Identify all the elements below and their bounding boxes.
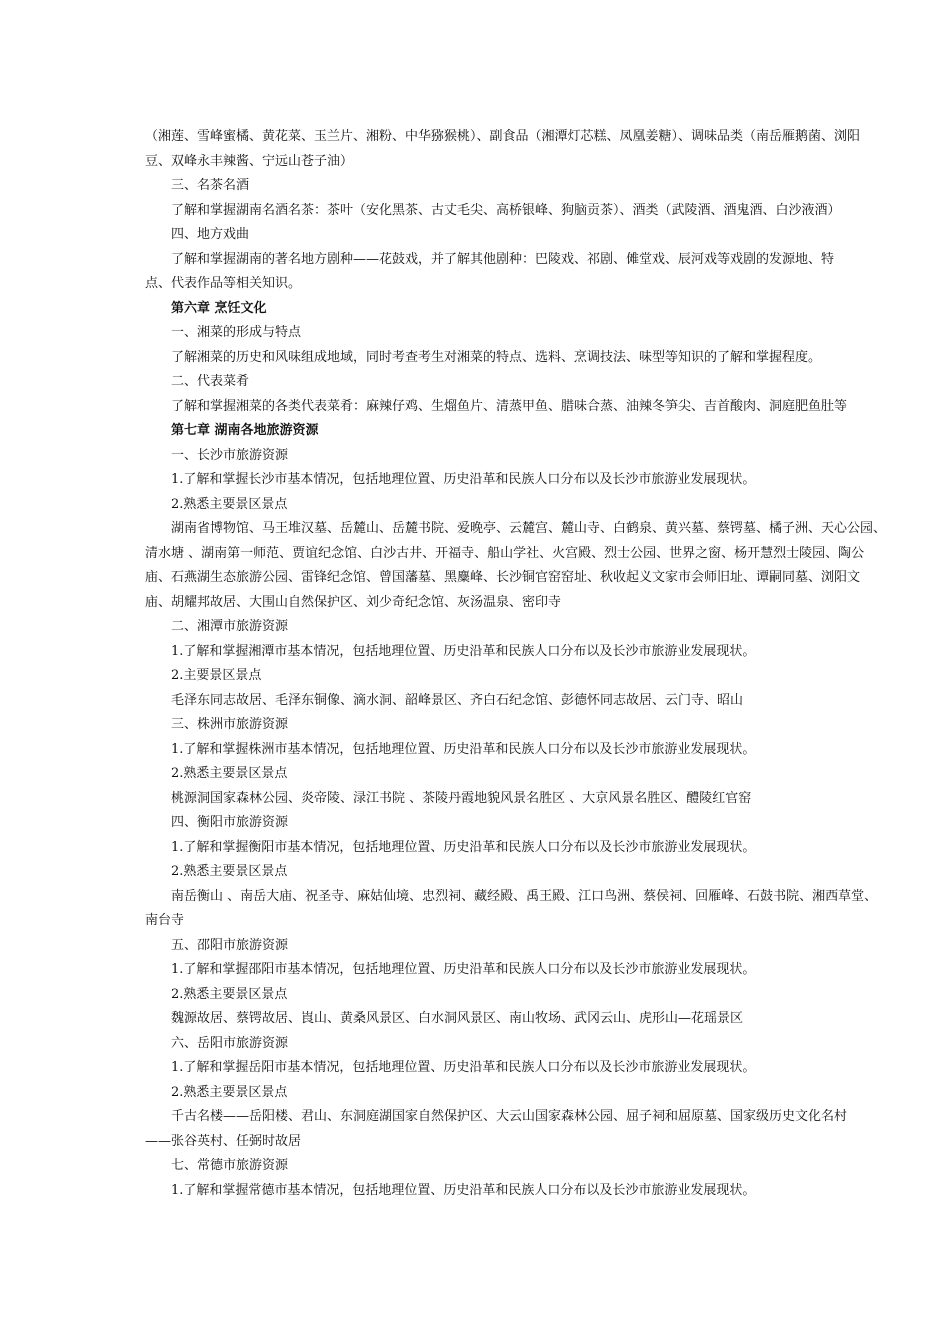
text-line: 千古名楼——岳阳楼、君山、东洞庭湖国家自然保护区、大云山国家森林公园、屈子祠和屈原墓、国家级历史文化名村 [171,1109,848,1124]
section-heading: 三、名茶名酒 [171,178,250,193]
text-line: 1.了解和掌握湘潭市基本情况，包括地理位置、历史沿革和民族人口分布以及长沙市旅游业发展现状。 [171,643,756,659]
section-heading: 四、地方戏曲 [171,227,250,242]
section-heading: 三、株洲市旅游资源 [171,717,289,732]
text-line: 庙、胡耀邦故居、大围山自然保护区、刘少奇纪念馆、灰汤温泉、密印寺 [145,594,562,610]
text-line: 豆、双峰永丰辣酱、宁远山苍子油） [145,153,354,169]
section-heading: 一、湘菜的形成与特点 [171,325,302,340]
text-line: 1.了解和掌握衡阳市基本情况，包括地理位置、历史沿革和民族人口分布以及长沙市旅游业发展现状。 [171,839,756,855]
text-line: 南台寺 [145,913,185,928]
text-line: 了解和掌握湖南名酒名茶：茶叶（安化黑茶、古丈毛尖、高桥银峰、狗脑贡茶）、酒类（武陵酒、酒鬼酒、白沙液酒） [171,202,841,218]
text-line: 1.了解和掌握长沙市基本情况，包括地理位置、历史沿革和民族人口分布以及长沙市旅游业发展现状。 [171,472,756,487]
text-line: 2.熟悉主要景区景点 [171,766,288,781]
text-line: 魏源故居、蔡锷故居、崀山、黄桑风景区、白水洞风景区、南山牧场、武冈云山、虎形山—花瑶景区 [171,1011,744,1026]
text-line: 2.熟悉主要景区景点 [171,986,288,1002]
text-line: ——张谷英村、任弼时故居 [145,1133,302,1149]
text-line: 1.了解和掌握常德市基本情况，包括地理位置、历史沿革和民族人口分布以及长沙市旅游业发展现状。 [171,1182,756,1198]
section-heading: 一、长沙市旅游资源 [171,447,289,463]
section-heading: 六、岳阳市旅游资源 [171,1035,289,1051]
section-heading: 五、邵阳市旅游资源 [171,937,289,953]
chapter-heading: 第七章 湖南各地旅游资源 [171,423,319,438]
text-line: 了解湘菜的历史和风味组成地域，同时考查考生对湘菜的特点、选料、烹调技法、味型等知识的了解和掌握程度。 [171,349,822,365]
text-line: 1.了解和掌握岳阳市基本情况，包括地理位置、历史沿革和民族人口分布以及长沙市旅游业发展现状。 [171,1060,756,1075]
section-heading: 七、常德市旅游资源 [171,1158,289,1173]
text-line: 桃源洞国家森林公园、炎帝陵、渌江书院 、茶陵丹霞地貌风景名胜区 、大京风景名胜区、醴陵红官窑 [171,790,752,806]
text-line: 毛泽东同志故居、毛泽东铜像、滴水洞、韶峰景区、齐白石纪念馆、彭德怀同志故居、云门寺、昭山 [171,692,744,708]
text-line: 1.了解和掌握邵阳市基本情况，包括地理位置、历史沿革和民族人口分布以及长沙市旅游业发展现状。 [171,962,756,977]
section-heading: 四、衡阳市旅游资源 [171,815,289,830]
section-heading: 二、代表菜肴 [171,374,250,389]
text-line: 庙、石燕湖生态旅游公园、雷锋纪念馆、曾国藩墓、黑麋峰、长沙铜官窑窑址、秋收起义文家市会师旧址、谭嗣同墓、浏阳文 [145,570,861,585]
text-line: 湖南省博物馆、马王堆汉墓、岳麓山、岳麓书院、爱晚亭、云麓宫、麓山寺、白鹤泉、黄兴墓、蔡锷墓、橘子洲、天心公园、 [171,521,887,536]
text-line: 2.熟悉主要景区景点 [171,1084,288,1100]
section-heading: 二、湘潭市旅游资源 [171,619,289,634]
text-line: 点、代表作品等相关知识。 [145,276,302,291]
document-body [145,125,890,1203]
chapter-heading: 第六章 烹饪文化 [171,300,267,316]
text-line: 了解和掌握湘菜的各类代表菜肴：麻辣仔鸡、生熘鱼片、清蒸甲鱼、腊味合蒸、油辣冬笋尖、吉首酸肉、洞庭肥鱼肚等 [171,398,848,414]
text-line: 2.熟悉主要景区景点 [171,496,288,512]
text-line: 清水塘 、湖南第一师范、贾谊纪念馆、白沙古井、开福寺、船山学社、火宫殿、烈士公园、世界之窗、杨开慧烈士陵园、陶公 [145,545,865,561]
text-line: 2.熟悉主要景区景点 [171,864,288,879]
text-line: 了解和掌握湖南的著名地方剧种——花鼓戏，并了解其他剧种：巴陵戏、祁剧、傩堂戏、辰河戏等戏剧的发源地、特 [171,251,835,267]
text-line: 南岳衡山 、南岳大庙、祝圣寺、麻姑仙境、忠烈祠、藏经殿、禹王殿、江口鸟洲、蔡侯祠、回雁峰、石鼓书院、湘西草堂、 [171,888,878,904]
text-line: （湘莲、雪峰蜜橘、黄花菜、玉兰片、湘粉、中华猕猴桃）、副食品（湘潭灯芯糕、凤凰姜糖）、调味品类（南岳雁鹅菌、浏阳 [145,129,861,144]
text-line: 2.主要景区景点 [171,668,262,683]
text-line: 1.了解和掌握株洲市基本情况，包括地理位置、历史沿革和民族人口分布以及长沙市旅游业发展现状。 [171,741,756,757]
